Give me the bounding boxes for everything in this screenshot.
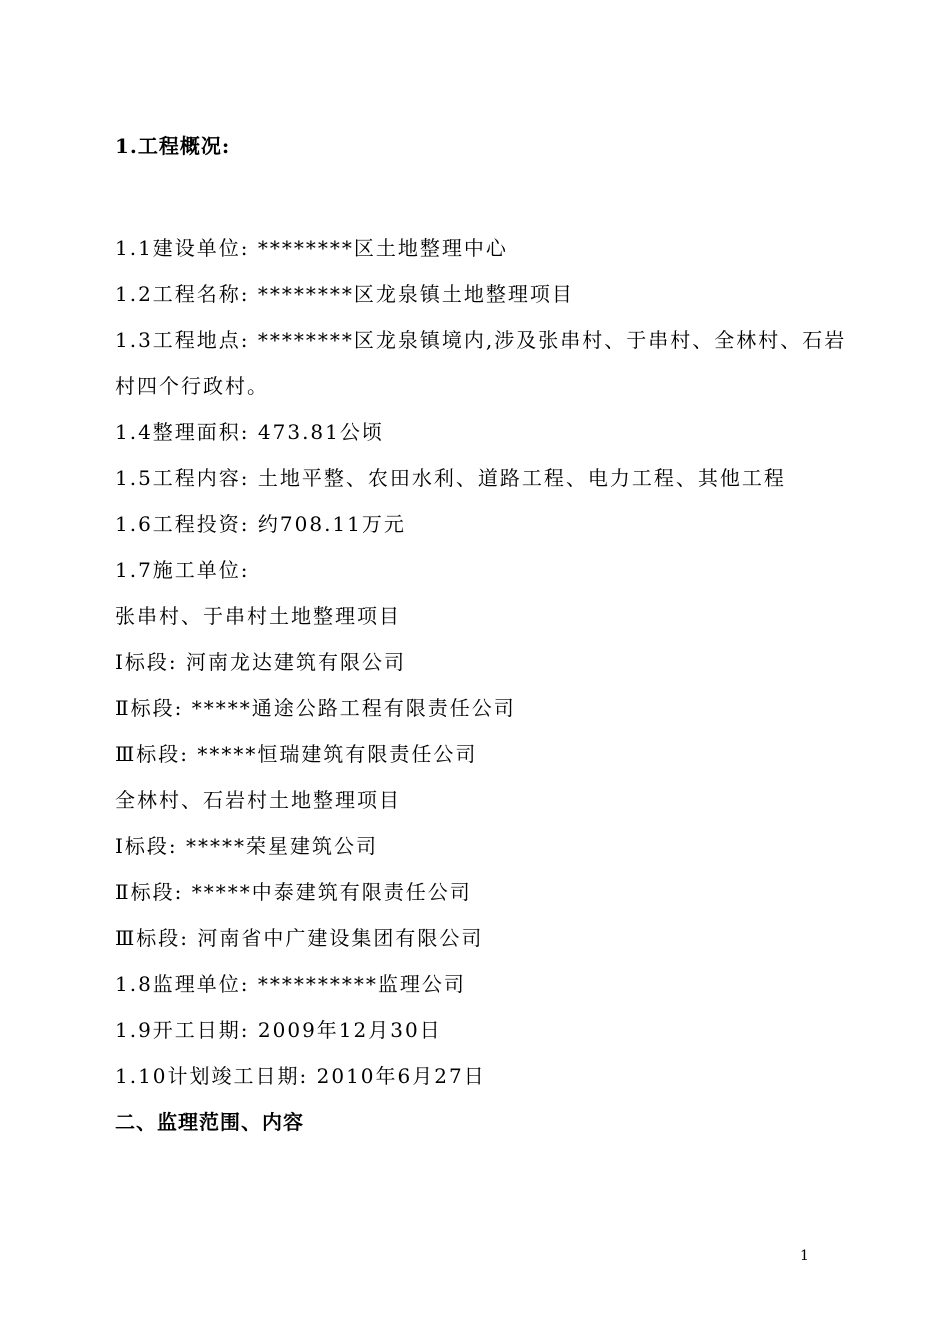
line-project-location: 1.3工程地点: ********区龙泉镇境内,涉及张串村、于串村、全林村、石岩 [115,328,847,352]
line-supervision-unit: 1.8监理单位: **********监理公司 [115,972,466,996]
line-p1-section-1: Ⅰ标段: 河南龙达建筑有限公司 [115,650,406,674]
line-start-date: 1.9开工日期: 2009年12月30日 [115,1018,442,1042]
section-heading-scope: 二、监理范围、内容 [115,1110,304,1134]
line-area: 1.4整理面积: 473.81公顷 [115,420,384,444]
line-project-group-2: 全林村、石岩村土地整理项目 [115,788,401,812]
line-construction-unit: 1.1建设单位: ********区土地整理中心 [115,236,508,260]
line-p1-section-2: Ⅱ标段: *****通途公路工程有限责任公司 [115,696,516,720]
page-number: 1 [800,1248,809,1264]
line-content: 1.5工程内容: 土地平整、农田水利、道路工程、电力工程、其他工程 [115,466,786,490]
line-project-name: 1.2工程名称: ********区龙泉镇土地整理项目 [115,282,574,306]
line-contractor-heading: 1.7施工单位: [115,558,250,582]
line-p2-section-2: Ⅱ标段: *****中泰建筑有限责任公司 [115,880,472,904]
line-p2-section-3: Ⅲ标段: 河南省中广建设集团有限公司 [115,926,484,950]
section-heading-overview: 1.工程概况: [115,134,231,158]
line-investment: 1.6工程投资: 约708.11万元 [115,512,406,536]
line-p1-section-3: Ⅲ标段: *****恒瑞建筑有限责任公司 [115,742,478,766]
line-p2-section-1: Ⅰ标段: *****荣星建筑公司 [115,834,378,858]
line-project-group-1: 张串村、于串村土地整理项目 [115,604,401,628]
line-project-location-cont: 村四个行政村。 [115,374,269,398]
line-completion-date: 1.10计划竣工日期: 2010年6月27日 [115,1064,486,1088]
